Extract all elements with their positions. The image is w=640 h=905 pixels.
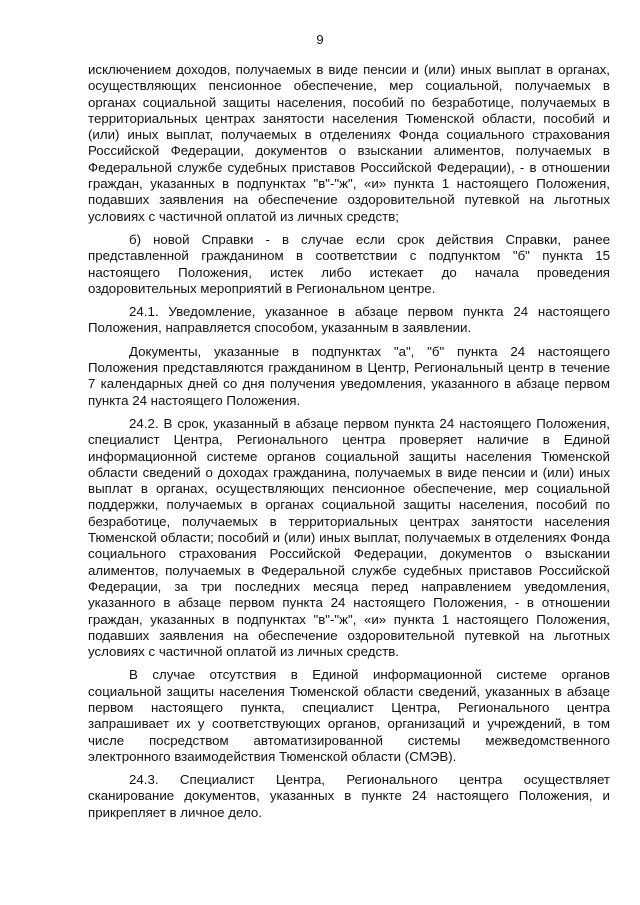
document-body [88, 62, 610, 828]
paragraph-documents: Документы, указанные в подпунктах "а", "б" пункта 24 настоящего Положения представляются гражданином в Центр, Региональный центр в течение 7 календарных дней со дня получения уведомления, указанного в абзаце первом пункта 24 настоящего Положения. [88, 343, 610, 408]
paragraph-24-2: 24.2. В срок, указанный в абзаце первом пункта 24 настоящего Положения, специалист Центра, Регионального центра проверяет наличие в Единой информационной системе органов социальной защиты населения Тюменской области сведений о доходах гражданина, получаемых в виде пенсии и (или) иных выплат в органах, осуществляющих пенсионное обеспечение, мер социальной поддержки, получаемых в органах социальной защиты населения, пособий по безработице, получаемых в территориальных центрах занятости населения Тюменской области; пособий и (или) иных выплат, получаемых в отделениях Фонда социального страхования Российской Федерации, документов о взыскании алиментов, получаемых в Федеральной службе судебных приставов Российской Федерации, за три последних месяца перед направлением уведомления, указанного в абзаце первом пункта 24 настоящего Положения, - в отношении граждан, указанных в подпунктах "в"-"ж", «и» пункта 1 настоящего Положения, подавших заявления на обеспечение оздоровительной путевкой на льготных условиях с частичной оплатой из личных средств. [88, 415, 610, 660]
paragraph-subitem-b: б) новой Справки - в случае если срок действия Справки, ранее представленной гражданином в соответствии с подпунктом "б" пункта 15 настоящего Положения, истек либо истекает до начала проведения оздоровительных мероприятий в Региональном центре. [88, 231, 610, 296]
paragraph-24-1: 24.1. Уведомление, указанное в абзаце первом пункта 24 настоящего Положения, направляется способом, указанным в заявлении. [88, 304, 610, 336]
paragraph-continuation: исключением доходов, получаемых в виде пенсии и (или) иных выплат в органах, осуществляющих пенсионное обеспечение, мер социальной, получаемых в органах социальной защиты населения, пособий по безработице, получаемых в территориальных центрах занятости населения Тюменской области, пособий и (или) иных выплат, получаемых в отделениях Фонда социального страхования Российской Федерации, документов о взыскании алиментов, получаемых в Федеральной службе судебных приставов Российской Федерации), - в отношении граждан, указанных в подпунктах "в"-"ж", «и» пункта 1 настоящего Положения, подавших заявления на обеспечение оздоровительной путевкой на льготных условиях с частичной оплатой из личных средств; [88, 62, 610, 224]
paragraph-24-3: 24.3. Специалист Центра, Регионального центра осуществляет сканирование документов, указанных в пункте 24 настоящего Положения, и прикрепляет в личное дело. [88, 772, 610, 820]
paragraph-absence: В случае отсутствия в Единой информационной системе органов социальной защиты населения Тюменской области сведений, указанных в абзаце первом настоящего пункта, специалист Центра, Регионального центра запрашивает их у соответствующих органов, организаций и учреждений, в том числе посредством автоматизированной системы межведомственного электронного взаимодействия Тюменской области (СМЭВ). [88, 667, 610, 764]
page-number: 9 [316, 32, 324, 47]
